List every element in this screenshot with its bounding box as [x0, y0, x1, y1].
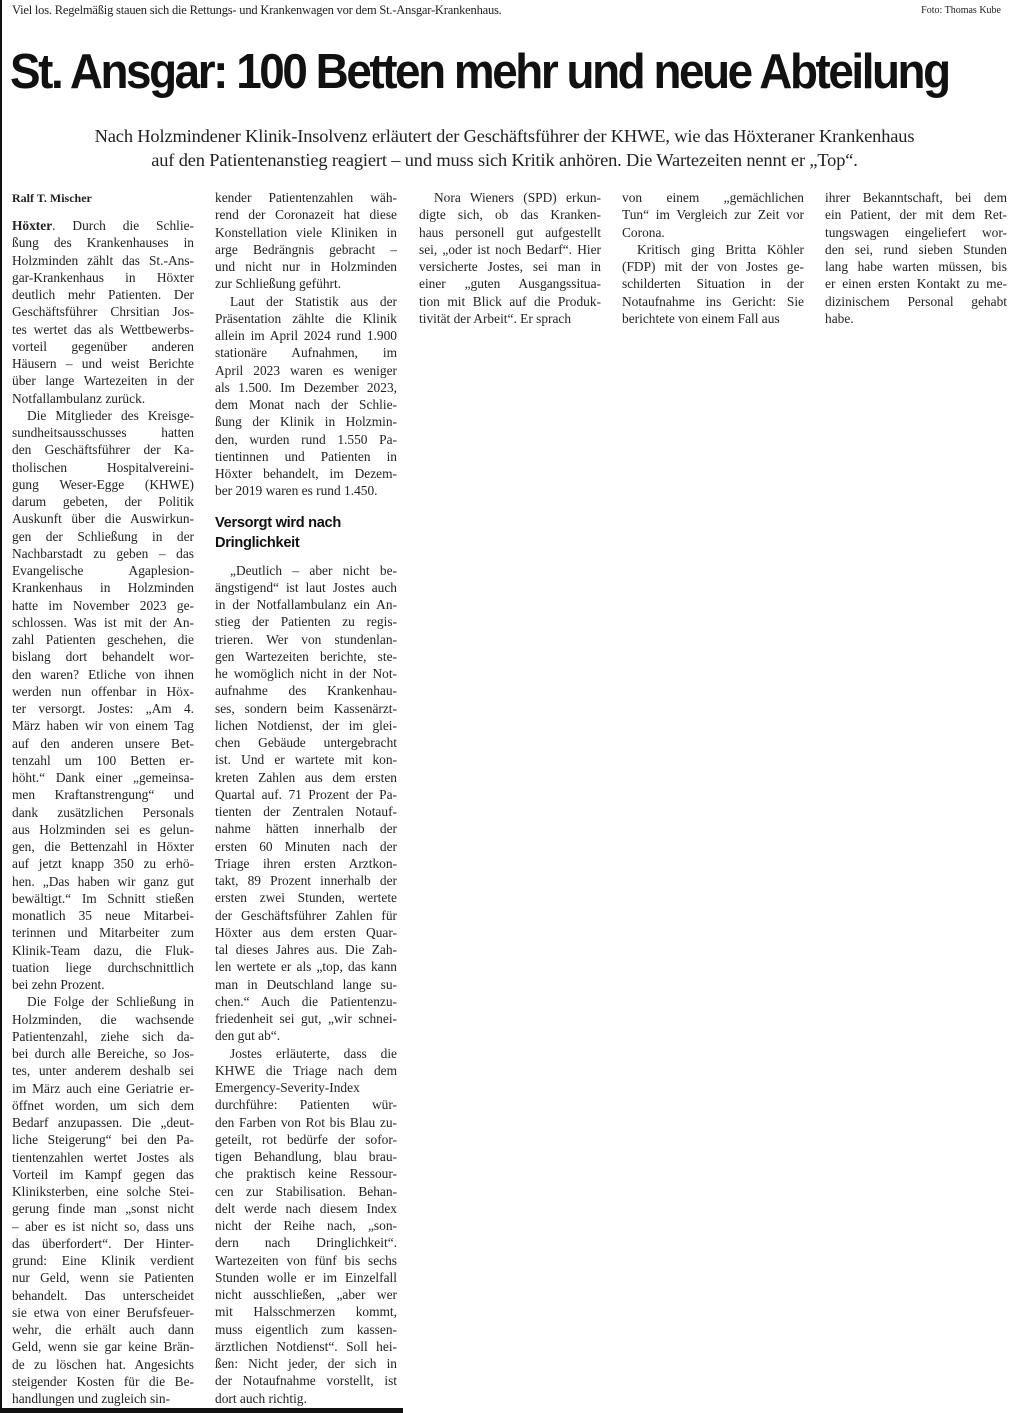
text-line: tientenzahlen wertet Jostes als: [12, 1149, 194, 1165]
text-line: schlossen. Was ist mit der An-: [12, 614, 194, 630]
text-line: mit Halsschmerzen kommt,: [215, 1304, 397, 1320]
text-line: haus personell gut aufgestellt: [419, 224, 601, 240]
text-line: stationäre Aufnahmen, im: [215, 345, 397, 361]
text-line: Vorteil im Kampf gegen das: [12, 1166, 194, 1182]
text-line: Bedarf anzupassen. Die „deut-: [12, 1115, 194, 1130]
text-line: berichtete von einem Fall aus: [622, 310, 780, 326]
subheading: [215, 513, 397, 553]
text-line: nur Geld, wenn sie Patienten: [12, 1270, 194, 1286]
text-line: das überfordert“. Der Hinter-: [12, 1235, 194, 1251]
paragraph: [419, 189, 601, 327]
text-line: zur Schließung geführt.: [215, 276, 342, 292]
text-line: gen, die Bettenzahl in Höxter: [12, 839, 194, 854]
column-4-body: [622, 189, 804, 327]
text-line: dern nach Dringlichkeit“.: [215, 1235, 397, 1251]
text-line: und nicht nur in Holzminden: [215, 259, 397, 274]
text-line: dort auch richtig.: [215, 1390, 307, 1406]
text-line: de zu löschen hat. Angesichts: [12, 1356, 194, 1372]
text-line: den Farben von Rot bis Blau zu-: [215, 1114, 397, 1130]
text-line: Klinik-Team dazu, die Fluk-: [12, 942, 194, 958]
text-line: tienten der Zentralen Notauf-: [215, 804, 397, 819]
text-line: höht.“ Dank einer „gemeinsa-: [12, 770, 194, 785]
column-3-body: [419, 189, 601, 327]
text-line: steigender Kosten für die Be-: [12, 1373, 194, 1389]
text-line: habe.: [825, 310, 854, 326]
deck-line: auf den Patientenanstieg reagiert – und muss sich Kritik anhören. Die Wartezeiten nennt er „Top“.: [151, 150, 858, 170]
paragraph: [12, 217, 194, 407]
text-line: behandelt. Das unterscheidet: [12, 1287, 194, 1303]
column-2-body-top: [215, 189, 397, 500]
text-line: Emergency-Severity-Index: [215, 1080, 360, 1095]
text-line: chen.“ Auch die Patientenzu-: [215, 993, 397, 1009]
text-line: den waren? Etliche von ihnen: [12, 666, 194, 682]
photo-credit: Foto: Thomas Kube: [921, 5, 1001, 16]
text-line: men Kraftanstrengung“ und: [12, 787, 194, 803]
text-line: lang habe warten müssen, bis: [825, 259, 1007, 274]
text-line: gen Wartezeiten berichte, ste-: [215, 648, 397, 664]
text-line: Höxter aus dem ersten Quar-: [215, 924, 397, 940]
text-line: Notaufnahme ins Gericht: Sie: [622, 293, 804, 309]
text-line: im März auch eine Geriatrie er-: [12, 1080, 194, 1096]
paragraph: [215, 1045, 397, 1407]
text-line: he womöglich nicht in der Not-: [215, 666, 397, 681]
text-line: Geld, wenn sie gar keine Brän-: [12, 1339, 194, 1355]
paragraph: [215, 189, 397, 293]
text-line: Höxter. Durch die Schlie-: [12, 218, 194, 233]
text-line: aus Holzminden sei es gelun-: [12, 821, 194, 837]
text-line: ßung des Krankenhauses in: [12, 235, 194, 251]
text-line: Höxter behandelt, im Dezem-: [215, 466, 397, 481]
text-line: der Notaufnahme vorstellt, ist: [215, 1373, 397, 1389]
text-line: tion mit Blick auf die Produk-: [419, 293, 601, 309]
text-line: dem Monat nach der Schlie-: [215, 397, 397, 412]
text-line: grund: Eine Klinik verdient: [12, 1253, 194, 1268]
text-line: Die Folge der Schließung in: [27, 994, 194, 1010]
text-line: bislang dort behandelt wor-: [12, 649, 194, 665]
text-line: ängstigend“ ist laut Jostes auch: [215, 579, 397, 595]
text-line: einer „guten Ausgangssitua-: [419, 276, 601, 292]
text-line: gar-Krankenhaus in Höxter: [12, 269, 194, 285]
text-line: Jostes erläuterte, dass die: [230, 1045, 397, 1061]
text-line: ßung der Klinik in Holzmin-: [215, 414, 397, 430]
text-line: auf den anderen unsere Bet-: [12, 735, 194, 751]
text-line: Kliniksterben, eine solche Stei-: [12, 1184, 194, 1199]
photo-caption: Viel los. Regelmäßig stauen sich die Rettungs- und Krankenwagen vor dem St.-Ansgar-Krankenhaus.: [12, 3, 502, 17]
text-line: cen zur Stabilisation. Behan-: [215, 1183, 397, 1199]
text-line: Nora Wieners (SPD) erkun-: [434, 190, 601, 205]
text-line: Stunden wolle er im Einzelfall: [215, 1269, 397, 1285]
column-2: [215, 189, 397, 1407]
text-line: bei durch alle Bereiche, so Jos-: [12, 1046, 194, 1061]
text-line: sei, „oder ist noch Bedarf“. Hier: [419, 241, 601, 257]
paragraph: [215, 562, 397, 1045]
headline: St. Ansgar: 100 Betten mehr und neue Abteilung: [10, 45, 949, 99]
text-line: tigen Behandlung, blau brau-: [215, 1149, 397, 1164]
text-line: Nachbarstadt zu geben – das: [12, 545, 194, 561]
text-line: delt werde nach diesem Index: [215, 1200, 397, 1216]
text-line: März haben wir von einem Tag: [12, 718, 194, 734]
paragraph: [622, 189, 804, 241]
text-line: man in Deutschland lange su-: [215, 976, 397, 992]
text-line: als 1.500. Im Dezember 2023,: [215, 379, 397, 395]
column-3: [419, 189, 601, 327]
paragraph: [622, 241, 804, 327]
text-line: Auskunft über die Auswirkun-: [12, 511, 194, 527]
subheading-line: Dringlichkeit: [215, 534, 300, 551]
paragraph: [12, 993, 194, 1407]
text-line: vorteil gegenüber anderen: [12, 338, 194, 354]
paragraph: [12, 407, 194, 994]
text-line: ersten 60 Minuten nach der: [215, 838, 397, 854]
column-4: [622, 189, 804, 327]
text-line: durchführe: Patienten wür-: [215, 1097, 397, 1113]
text-line: Patientenzahl, ziehe sich da-: [12, 1028, 194, 1044]
text-line: tes, unter anderem deshalb sei: [12, 1063, 194, 1079]
text-line: kreten Zahlen aus dem ersten: [215, 769, 397, 785]
text-line: ter versorgt. Jostes: „Am 4.: [12, 701, 194, 716]
text-line: rend der Coronazeit hat diese: [215, 207, 397, 223]
text-line: gen der Schließung in der: [12, 528, 194, 544]
text-line: KHWE die Triage nach dem: [215, 1062, 397, 1078]
column-1: [12, 190, 194, 1407]
text-line: Quartal auf. 71 Prozent der Pa-: [215, 786, 397, 802]
text-line: nahme hätten innerhalb der: [215, 821, 397, 837]
text-line: tenzahl um 100 Betten er-: [12, 752, 194, 768]
text-line: „Deutlich – aber nicht be-: [230, 562, 397, 578]
text-line: April 2023 waren es weniger: [215, 362, 397, 378]
text-line: Laut der Statistik aus der: [230, 293, 397, 309]
text-line: tholischen Hospitalvereini-: [12, 459, 194, 475]
text-line: den sei, rund sieben Stunden: [825, 241, 1007, 257]
text-line: dizinischem Personal gehabt: [825, 293, 1007, 309]
text-line: tal dieses Jahres aus. Die Zah-: [215, 942, 397, 957]
text-line: hen. „Das haben wir ganz gut: [12, 873, 194, 889]
text-line: ihrer Bekanntschaft, bei dem: [825, 190, 1007, 205]
text-line: tungswagen eingeliefert wor-: [825, 224, 1007, 240]
text-line: Präsentation zählte die Klinik: [215, 310, 397, 326]
text-line: liche Steigerung“ bei den Pa-: [12, 1132, 194, 1148]
text-line: lichen Notdienst, der im glei-: [215, 717, 397, 733]
bottom-border-rule: [0, 1408, 403, 1413]
text-line: Wartezeiten von fünf bis sechs: [215, 1252, 397, 1268]
text-line: Evangelische Agaplesion-: [12, 563, 194, 578]
text-line: Geschäftsführer Chrsitian Jos-: [12, 304, 194, 320]
text-line: Tun“ im Vergleich zur Zeit vor: [622, 207, 804, 223]
text-line: den, wurden rund 1.550 Pa-: [215, 431, 397, 447]
text-line: bei zehn Prozent.: [12, 977, 105, 992]
text-line: ist. Und er wartete mit kon-: [215, 752, 397, 768]
text-line: schilderten Situation in der: [622, 276, 804, 292]
text-line: Triage ihren ersten Arztkon-: [215, 855, 397, 871]
text-line: der Geschäftsführer Zahlen für: [215, 907, 397, 923]
text-line: den Geschäftsführer der Ka-: [12, 442, 194, 458]
deck-line: Nach Holzmindener Klinik-Insolvenz erläutert der Geschäftsführer der KHWE, wie das Höxteraner Krankenhaus: [94, 126, 915, 146]
paragraph: [215, 293, 397, 500]
text-line: bewältigt.“ Im Schnitt stießen: [12, 890, 194, 906]
text-line: aufnahme des Krankenhau-: [215, 683, 397, 699]
text-line: Holzminden, die wachsende: [12, 1011, 194, 1027]
text-line: darum gebeten, der Politik: [12, 494, 194, 509]
text-line: in der Notfallambulanz ein An-: [215, 597, 397, 612]
text-line: stieg der Patienten zu regis-: [215, 614, 397, 630]
text-line: tuation liege durchschnittlich: [12, 959, 194, 975]
text-line: hatte im November 2023 ge-: [12, 597, 194, 613]
text-line: monatlich 35 neue Mitarbei-: [12, 908, 194, 923]
text-line: Häusern – und weist Berichte: [12, 356, 194, 371]
text-line: öffnet worden, um sich dem: [12, 1097, 194, 1113]
text-line: tes wertet das als Wettbewerbs-: [12, 321, 194, 337]
text-line: sundheitsausschusses hatten: [12, 425, 194, 440]
text-line: digte sich, ob das Kranken-: [419, 207, 601, 223]
text-line: Kritisch ging Britta Köhler: [637, 241, 804, 257]
column-1-body: [12, 217, 194, 1407]
deck: [0, 124, 1009, 172]
byline: Ralf T. Mischer: [12, 191, 92, 205]
text-line: takt, 89 Prozent innerhalb der: [215, 873, 397, 888]
text-line: auf jetzt knapp 350 zu erhö-: [12, 856, 194, 872]
text-line: terinnen und Mitarbeiter zum: [12, 925, 194, 941]
text-line: tientinnen und Patienten in: [215, 448, 397, 464]
text-line: wehr, die erhält auch dann: [12, 1322, 194, 1337]
paragraph: [825, 189, 1007, 327]
text-line: Holzminden zählt das St.-Ans-: [12, 252, 194, 268]
dateline: Höxter: [12, 218, 53, 233]
text-line: – aber es ist nicht so, dass uns: [12, 1218, 194, 1234]
text-line: che praktisch keine Ressour-: [215, 1166, 397, 1182]
text-line: zahl Patienten geschehen, die: [12, 632, 194, 647]
text-line: tivität der Arbeit“. Er sprach: [419, 310, 572, 326]
column-5: [825, 189, 1007, 327]
subheading-line: Versorgt wird nach: [215, 514, 341, 531]
text-line: versicherte Jostes, sei man in: [419, 259, 601, 274]
text-line: ärztlichen Notdienst“. Soll hei-: [215, 1338, 397, 1354]
text-line: nicht der Reihe nach, „son-: [215, 1218, 397, 1233]
text-line: (FDP) mit der von Jostes ge-: [622, 259, 804, 274]
text-line: muss eigentlich zum kassen-: [215, 1321, 397, 1337]
text-line: nicht ausschließen, „aber wer: [215, 1287, 397, 1302]
text-line: Corona.: [622, 224, 665, 240]
text-line: kender Patientenzahlen wäh-: [215, 190, 397, 205]
column-2-body-bottom: [215, 562, 397, 1407]
text-line: er einen ersten Kontakt zu me-: [825, 276, 1007, 292]
text-line: von einem „gemächlichen: [622, 190, 804, 205]
text-line: len wertete er als „top, das kann: [215, 959, 397, 975]
text-line: handlungen und zugleich sin-: [12, 1391, 171, 1406]
text-line: ersten zwei Stunden, wertete: [215, 890, 397, 906]
text-line: Notfallambulanz zurück.: [12, 390, 146, 406]
text-line: arge Bedrängnis gebracht –: [215, 241, 397, 257]
text-line: den gut ab“.: [215, 1028, 281, 1044]
text-line: allein im April 2024 rund 1.900: [215, 328, 397, 343]
text-line: werden nun offenbar in Höx-: [12, 683, 194, 699]
text-line: gung Weser-Egge (KHWE): [12, 476, 194, 492]
text-line: ber 2019 waren es rund 1.450.: [215, 483, 378, 499]
text-line: sie etwa von einer Berufsfeuer-: [12, 1304, 194, 1320]
text-line: Konstellation viele Kliniken in: [215, 224, 397, 240]
text-line: Krankenhaus in Holzminden: [12, 580, 194, 596]
text-line: friedenheit sei gut, „wir schnei-: [215, 1011, 397, 1026]
text-line: trieren. Wer von stundenlan-: [215, 631, 397, 647]
text-line: ein Patient, der mit dem Ret-: [825, 207, 1007, 223]
text-line: über lange Wartezeiten in der: [12, 373, 194, 389]
text-line: chen Gebäude untergebracht: [215, 735, 397, 750]
text-line: ses, sondern beim Kassenärzt-: [215, 700, 397, 716]
text-line: gerung finde man „sonst nicht: [12, 1201, 194, 1217]
text-line: geteilt, rot bedürfe der sofor-: [215, 1131, 397, 1147]
text-line: dank zusätzlichen Personals: [12, 804, 194, 820]
text-line: deutlich mehr Patienten. Der: [12, 287, 194, 302]
text-line: ßen: Nicht jeder, der sich in: [215, 1356, 397, 1371]
left-border-rule: [0, 0, 2, 1413]
text-line: Die Mitglieder des Kreisge-: [27, 407, 194, 423]
column-5-body: [825, 189, 1007, 327]
